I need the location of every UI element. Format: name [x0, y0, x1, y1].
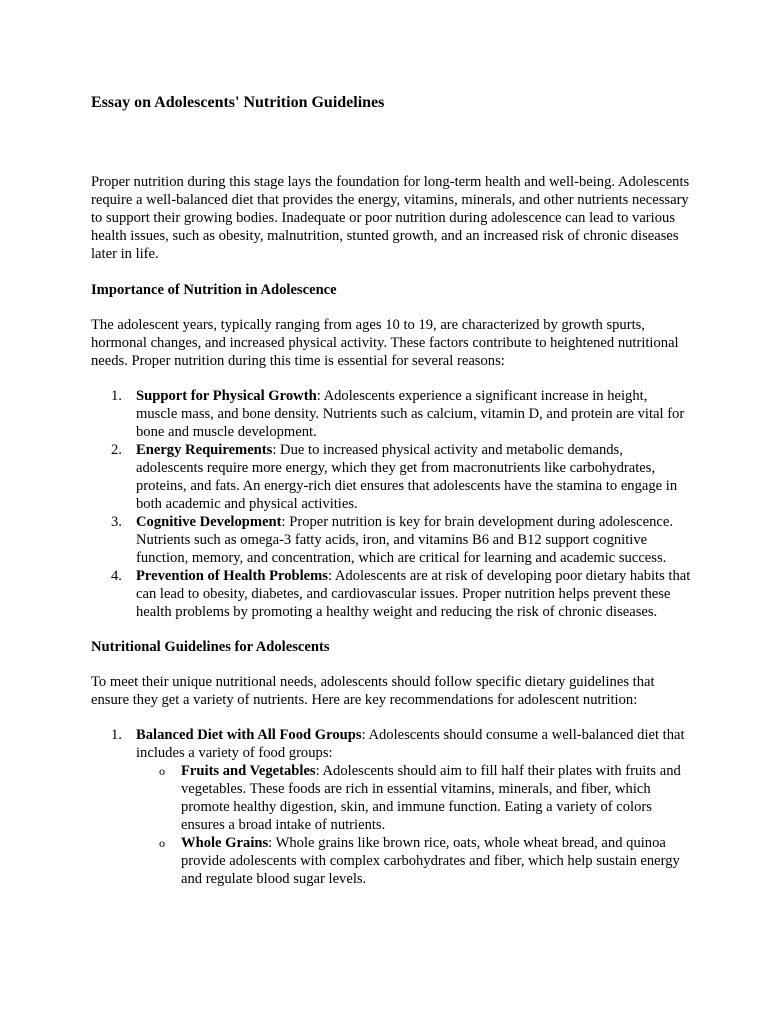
list-number: 3.: [111, 514, 122, 530]
list-item: [91, 441, 691, 513]
guidelines-paragraph: To meet their unique nutritional needs, adolescents should follow specific dietary guidelines that ensure they get a variety of nutrients. Here are key recommendations for adolescent nutrition:: [91, 674, 655, 708]
guidelines-list: [91, 726, 691, 888]
sublist-item: [136, 834, 691, 888]
bullet-marker: o: [159, 764, 165, 778]
food-groups-sublist: [136, 762, 691, 888]
importance-paragraph: The adolescent years, typically ranging from ages 10 to 19, are characterized by growth spurts, hormonal changes, and increased physical activity. These factors contribute to heightened nutritional needs. Proper nutrition during this time is essential for several reasons:: [91, 317, 679, 369]
list-number: 1.: [111, 388, 122, 404]
document-title: Essay on Adolescents' Nutrition Guidelines: [91, 94, 385, 111]
section-heading-guidelines: Nutritional Guidelines for Adolescents: [91, 639, 330, 655]
sublist-item: [136, 762, 691, 834]
importance-list: [91, 387, 691, 621]
bullet-marker: o: [159, 836, 165, 850]
list-item-term: Balanced Diet with All Food Groups: [136, 727, 362, 743]
list-item-text: : Adolescents experience a significant increase in height, muscle mass, and bone density. Nutrients such as calcium, vitamin D, and protein are vital for bone and muscle development.: [136, 388, 685, 440]
list-item: [91, 387, 691, 441]
sublist-item-term: Fruits and Vegetables: [181, 763, 316, 779]
list-item-text: : Adolescents should consume a well-balanced diet that includes a variety of food groups:: [136, 727, 685, 761]
list-item: [91, 513, 691, 567]
list-item-term: Energy Requirements: [136, 442, 273, 458]
list-item: [91, 726, 691, 888]
sublist-item-term: Whole Grains: [181, 835, 269, 851]
section-heading-importance: Importance of Nutrition in Adolescence: [91, 282, 337, 298]
list-number: 1.: [111, 727, 122, 743]
list-item: [91, 567, 691, 621]
list-number: 2.: [111, 442, 122, 458]
document-body: [91, 93, 691, 888]
list-item-text: : Due to increased physical activity and metabolic demands, adolescents require more energy, which they get from macronutrients like carbohydrates, proteins, and fats. An energy-rich diet ensures that adolescents have the stamina to engage in both academic and physical activities.: [136, 442, 678, 512]
list-item-term: Support for Physical Growth: [136, 388, 317, 404]
sublist-item-text: : Whole grains like brown rice, oats, whole wheat bread, and quinoa provide adolescents with complex carbohydrates and fiber, which help sustain energy and regulate blood sugar levels.: [181, 835, 680, 887]
list-item-term: Prevention of Health Problems: [136, 568, 328, 584]
list-item-term: Cognitive Development: [136, 514, 282, 530]
list-item-text: : Adolescents are at risk of developing poor dietary habits that can lead to obesity, diabetes, and cardiovascular issues. Proper nutrition helps prevent these health problems by promoting a healthy weight and reducing the risk of chronic diseases.: [136, 568, 691, 620]
intro-paragraph: Proper nutrition during this stage lays the foundation for long-term health and well-being. Adolescents require a well-balanced diet that provides the energy, vitamins, minerals, and other nutrients necessary to support their growing bodies. Inadequate or poor nutrition during adolescence can lead to various health issues, such as obesity, malnutrition, stunted growth, and an increased risk of chronic diseases later in life.: [91, 174, 690, 262]
list-number: 4.: [111, 568, 122, 584]
sublist-item-text: : Adolescents should aim to fill half their plates with fruits and vegetables. These foods are rich in essential vitamins, minerals, and fiber, which promote healthy digestion, skin, and immune function. Eating a variety of colors ensures a broad intake of nutrients.: [181, 763, 681, 833]
list-item-text: : Proper nutrition is key for brain development during adolescence. Nutrients such as omega-3 fatty acids, iron, and vitamins B6 and B12 support cognitive function, memory, and concentration, which are critical for learning and academic success.: [136, 514, 674, 566]
